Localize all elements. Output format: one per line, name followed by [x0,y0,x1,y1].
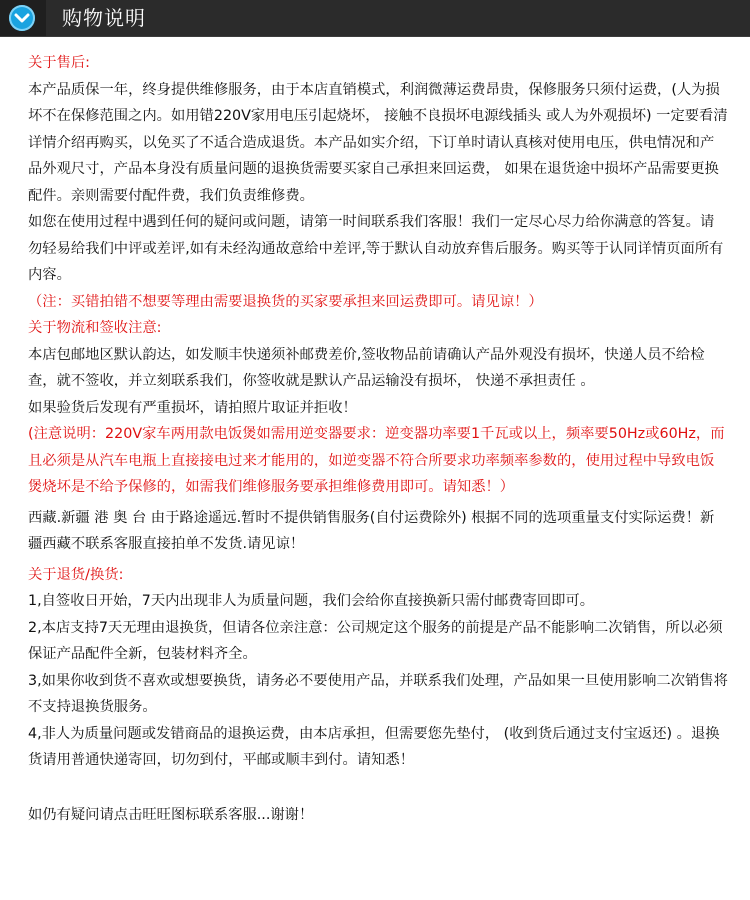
logistics-inverter-note: (注意说明：220V家车两用款电饭煲如需用逆变器要求：逆变器功率要1千瓦或以上，频率要50Hz或60Hz，而且必须是从汽车电瓶上直接接电过来才能用的，如逆变器不符合所要求功率频率参数的，使用过程中导致电饭煲烧坏是不给予保修的，如需我们维修服务要承担维修费用即可。请知悉！） [28,426,725,495]
after-sales-paragraph-2: 如您在使用过程中遇到任何的疑问或问题，请第一时间联系我们客服！我们一定尽心尽力给你满意的答复。请勿轻易给我们中评或差评,如有未经沟通故意给中差评,等于默认自动放弃售后服务。购买等于认同详情页面所有内容。 [28,214,724,283]
shopping-instructions [28,50,728,828]
after-sales-heading: 关于售后: [28,55,91,71]
returns-heading: 关于退货/换货: [28,566,124,583]
page-title: 购物说明 [62,6,146,30]
logistics-heading: 关于物流和签收注意: [28,320,162,336]
returns-item: 1,自签收日开始，7天内出现非人为质量问题，我们会给你直接换新只需付邮费寄回即可。 [28,593,595,609]
after-sales-paragraph-1: 本产品质保一年，终身提供维修服务，由于本店直销模式，利润微薄运费昂贵，保修服务只须付运费，(人为损坏不在保修范围之内。如用错220V家用电压引起烧坏， 接触不良损坏电源线插头 或人为外观损坏) 一定要看清详情介绍再购买，以免买了不适合造成退货。本产品如实介绍，下订单时请认真核对使用电压，供电情况和产品外观尺寸，产品本身没有质量问题的退换货需要买家自己承担来回运费， 如果在退货途中损坏产品需要更换配件。亲则需要付配件费，我们负责维修费。 [28,81,728,204]
logistics-paragraph-2: 如果验货后发现有严重损坏，请拍照片取证并拒收！ [28,399,357,416]
page-header [0,0,750,37]
returns-item: 3,如果你收到货不喜欢或想要换货，请务必不要使用产品，并联系我们处理，产品如果一旦使用影响二次销售将不支持退换货服务。 [28,672,728,715]
footer-contact-note: 如仍有疑问请点击旺旺图标联系客服...谢谢！ [28,806,314,823]
returns-item: 4,非人为质量问题或发错商品的退换运费，由本店承担，但需要您先垫付， (收到货后通过支付宝返还) 。退换货请用普通快递寄回，切勿到付，平邮或顺丰到付。请知悉！ [28,725,720,768]
returns-item: 2,本店支持7天无理由退换货，但请各位亲注意：公司规定这个服务的前提是产品不能影响二次销售，所以必须保证产品配件全新，包装材料齐全。 [28,619,723,662]
after-sales-note: （注：买错拍错不想要等理由需要退换货的买家要承担来回运费即可。请见谅！） [28,293,543,310]
logistics-paragraph-3: 西藏.新疆 港 奥 台 由于路途遥远.暂时不提供销售服务(自付运费除外) 根据不同的选项重量支付实际运费！新疆西藏不联系客服直接拍单不发货.请见谅！ [28,509,715,552]
spacer [28,774,728,802]
chevron-down-icon [9,5,35,31]
header-logo-box [0,0,46,36]
logistics-paragraph-1: 本店包邮地区默认韵达，如发顺丰快递须补邮费差价,签收物品前请确认产品外观没有损坏，快递人员不给检查，就不签收，并立刻联系我们，你签收就是默认产品运输没有损坏， 快递不承担责任 。 [28,346,705,389]
